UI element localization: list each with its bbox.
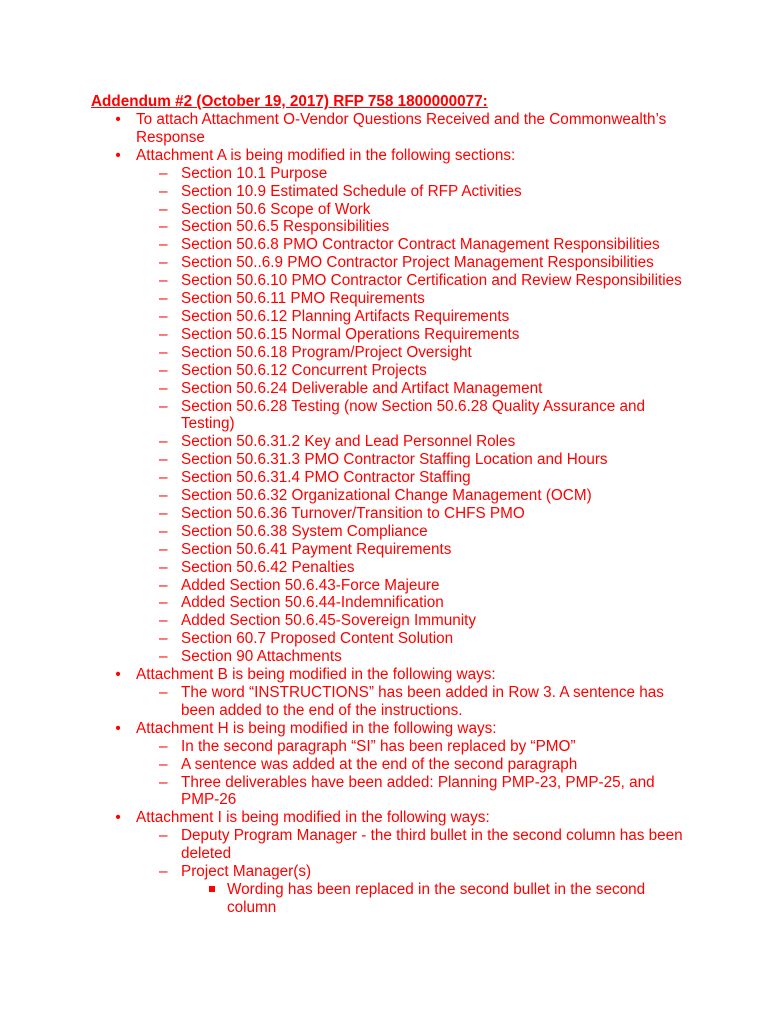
sub-item: – Section 60.7 Proposed Content Solution xyxy=(159,630,454,648)
sub-item: – Section 50.6.24 Deliverable and Artifact Management xyxy=(159,379,543,397)
item-text: Attachment A is being modified in the following sections: xyxy=(136,146,516,164)
sub-item: – The word “INSTRUCTIONS” has been added in Row 3. A sentence has been added to the end of the instructions. xyxy=(159,684,664,719)
dash-icon: – xyxy=(159,236,168,254)
sub-sub-item: Wording has been replaced in the second bullet in the second column xyxy=(181,881,691,917)
attachment-b-changes xyxy=(136,684,691,720)
sub-item: – Three deliverables have been added: Planning PMP-23, PMP-25, and PMP-26 xyxy=(159,773,655,809)
sub-item: – Section 50.6.38 System Compliance xyxy=(159,522,428,540)
dash-icon: – xyxy=(159,272,168,290)
dash-icon: – xyxy=(159,487,168,505)
sub-item: – Section 50.6.41 Payment Requirements xyxy=(159,540,452,558)
dash-icon: – xyxy=(159,182,168,200)
dash-icon: – xyxy=(159,755,168,773)
sub-item: – Section 50.6.32 Organizational Change Management (OCM) xyxy=(159,487,592,505)
sub-item: – Section 50..6.9 PMO Contractor Project Management Responsibilities xyxy=(159,254,654,272)
item-text: To attach Attachment O-Vendor Questions Received and the Commonwealth’s Response xyxy=(136,111,667,146)
sub-item: – Section 50.6.31.4 PMO Contractor Staffing xyxy=(159,469,471,487)
sub-item: – Section 50.6.10 PMO Contractor Certification and Review Responsibilities xyxy=(159,272,682,290)
bullet-icon: • xyxy=(115,666,121,684)
dash-icon: – xyxy=(159,433,168,451)
project-manager-changes xyxy=(181,881,691,917)
item-text: Attachment H is being modified in the following ways: xyxy=(136,719,497,737)
addendum-heading: Addendum #2 (October 19, 2017) RFP 758 1800000077: xyxy=(91,93,488,110)
sub-item: – Section 50.6.5 Responsibilities xyxy=(159,218,390,236)
square-bullet-icon xyxy=(209,886,215,892)
sub-item: – Project Manager(s) Wording has been replaced in the second bullet in the second column xyxy=(136,863,691,917)
dash-icon: – xyxy=(159,325,168,343)
dash-icon: – xyxy=(159,379,168,397)
dash-icon: – xyxy=(159,451,168,469)
dash-icon: – xyxy=(159,648,168,666)
dash-icon: – xyxy=(159,504,168,522)
sub-item: – Section 50.6.11 PMO Requirements xyxy=(159,290,425,308)
list-item xyxy=(91,809,691,916)
dash-icon: – xyxy=(159,558,168,576)
dash-icon: – xyxy=(159,522,168,540)
list-item xyxy=(91,720,691,810)
dash-icon: – xyxy=(159,827,168,845)
sub-item: – Section 50.6.12 Planning Artifacts Requirements xyxy=(159,307,510,325)
dash-icon: – xyxy=(159,164,168,182)
bullet-icon: • xyxy=(115,719,121,737)
dash-icon: – xyxy=(159,684,168,701)
dash-icon: – xyxy=(159,254,168,272)
dash-icon: – xyxy=(159,737,168,755)
dash-icon: – xyxy=(159,361,168,379)
sub-item: – Section 50.6.31.2 Key and Lead Personnel Roles xyxy=(159,433,516,451)
item-text: Attachment I is being modified in the following ways: xyxy=(136,809,490,827)
sub-item: – Deputy Program Manager - the third bullet in the second column has been deleted xyxy=(159,827,683,863)
attachment-a-sections xyxy=(136,165,691,666)
sub-item: – Section 50.6.36 Turnover/Transition to CHFS PMO xyxy=(159,504,525,522)
sub-item: – Section 10.1 Purpose xyxy=(159,164,328,182)
list-item xyxy=(91,111,691,147)
sub-item: – Section 50.6.42 Penalties xyxy=(159,558,355,576)
dash-icon: – xyxy=(159,540,168,558)
dash-icon: – xyxy=(159,576,168,594)
dash-icon: – xyxy=(159,397,168,415)
sub-item: – Added Section 50.6.43-Force Majeure xyxy=(159,576,440,594)
sub-item: – Added Section 50.6.45-Sovereign Immunity xyxy=(159,612,477,630)
dash-icon: – xyxy=(159,200,168,218)
list-item xyxy=(91,147,691,666)
dash-icon: – xyxy=(159,290,168,308)
dash-icon: – xyxy=(159,469,168,487)
dash-icon: – xyxy=(159,594,168,612)
dash-icon: – xyxy=(159,863,168,881)
dash-icon: – xyxy=(159,773,168,791)
dash-icon: – xyxy=(159,343,168,361)
attachment-i-changes xyxy=(136,827,691,917)
dash-icon: – xyxy=(159,218,168,236)
bullet-icon: • xyxy=(115,111,121,128)
dash-icon: – xyxy=(159,612,168,630)
bullet-icon: • xyxy=(115,809,121,827)
bullet-icon: • xyxy=(115,146,121,164)
sub-item: – Section 50.6.15 Normal Operations Requirements xyxy=(159,325,520,343)
sub-item: – Section 50.6 Scope of Work xyxy=(159,200,371,218)
dash-icon: – xyxy=(159,307,168,325)
list-item xyxy=(91,666,691,720)
sub-item: – Section 90 Attachments xyxy=(159,648,342,666)
sub-item: – Section 50.6.31.3 PMO Contractor Staffing Location and Hours xyxy=(159,451,608,469)
sub-item: – A sentence was added at the end of the second paragraph xyxy=(159,755,578,773)
sub-item: – Section 50.6.28 Testing (now Section 50.6.28 Quality Assurance and Testing) xyxy=(159,397,646,433)
dash-icon: – xyxy=(159,630,168,648)
sub-item: – Section 10.9 Estimated Schedule of RFP Activities xyxy=(159,182,522,200)
sub-item: – Section 50.6.18 Program/Project Oversight xyxy=(159,343,472,361)
addendum-list xyxy=(91,111,691,917)
attachment-h-changes xyxy=(136,738,691,810)
sub-item: – Section 50.6.12 Concurrent Projects xyxy=(159,361,427,379)
sub-item: – In the second paragraph “SI” has been replaced by “PMO” xyxy=(159,737,576,755)
item-text: Attachment B is being modified in the following ways: xyxy=(136,666,496,684)
sub-item: – Section 50.6.8 PMO Contractor Contract Management Responsibilities xyxy=(159,236,660,254)
sub-item: – Added Section 50.6.44-Indemnification xyxy=(159,594,444,612)
